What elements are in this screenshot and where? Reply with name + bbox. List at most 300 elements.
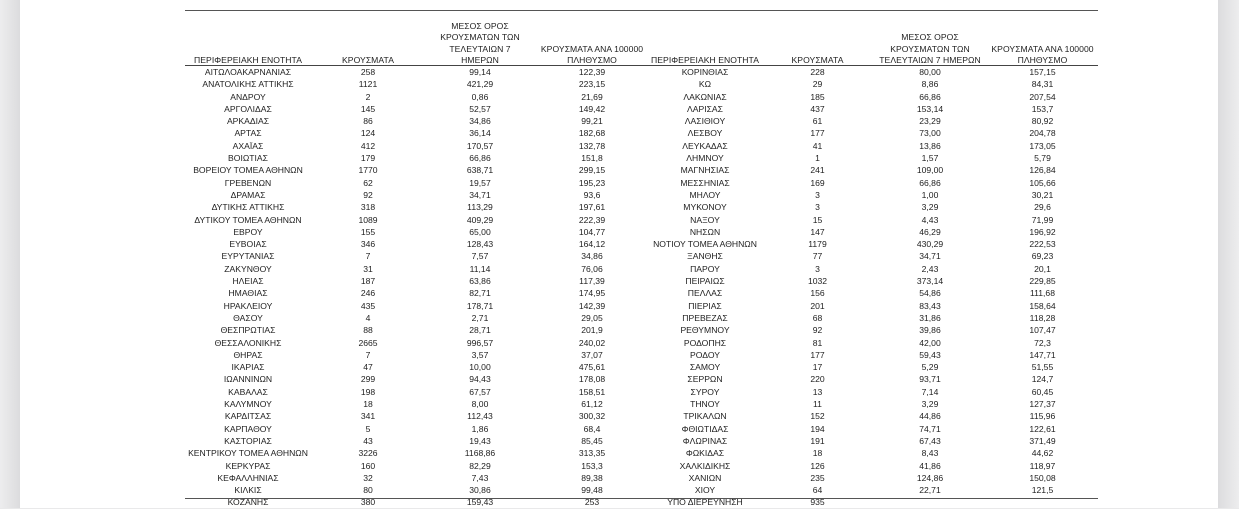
- right-region-cell: ΚΩ: [698, 79, 712, 90]
- left-cases-cell: 318: [360, 202, 376, 213]
- left-region-cell: ΚΕΡΚΥΡΑΣ: [225, 460, 271, 471]
- left-cases-cell: 18: [363, 399, 373, 410]
- right-per100k-cell: 204,78: [1029, 128, 1056, 139]
- header-avg-right: [875, 32, 985, 66]
- left-region-cell: ΚΑΛΥΜΝΟΥ: [224, 399, 272, 410]
- left-per100k-cell: 240,02: [578, 337, 606, 348]
- left-region-cell: ΚΙΛΚΙΣ: [234, 485, 262, 496]
- right-avg7d-cell: 153,14: [916, 103, 944, 114]
- left-region-cell: ΘΑΣΟΥ: [233, 312, 263, 323]
- left-per100k-cell: 34,86: [581, 251, 603, 262]
- left-avg7d-cell: 7,57: [471, 251, 489, 262]
- right-avg7d-cell: 44,86: [919, 411, 941, 422]
- right-avg7d-cell: 31,86: [919, 312, 941, 323]
- right-per100k-cell: 51,55: [1031, 362, 1054, 373]
- left-avg7d-cell: 128,43: [466, 239, 494, 250]
- right-cases-cell: 15: [812, 214, 823, 225]
- table-row: [185, 201, 1098, 213]
- right-avg7d-cell: 430,29: [916, 239, 944, 250]
- left-avg7d-cell: 63,86: [469, 276, 491, 287]
- right-per100k-cell: 153,7: [1031, 103, 1054, 114]
- right-avg7d-cell: 4,43: [921, 214, 939, 225]
- right-region-cell: ΧΑΛΚΙΔΙΚΗΣ: [679, 460, 731, 471]
- table-row: [185, 78, 1098, 90]
- table-row: [185, 152, 1098, 164]
- right-avg7d-cell: 373,14: [916, 276, 944, 287]
- left-region-cell: ΙΩΑΝΝΙΝΩΝ: [223, 374, 273, 385]
- left-cases-cell: 435: [360, 300, 376, 311]
- right-region-cell: ΞΑΝΘΗΣ: [687, 251, 723, 262]
- right-avg7d-cell: 3,29: [921, 202, 939, 213]
- right-region-cell: ΧΙΟΥ: [694, 485, 716, 496]
- header-avg-left-line3: ΤΕΛΕΥΤΑΙΩΝ 7 ΗΜΕΡΩΝ: [449, 43, 511, 65]
- right-cases-cell: 201: [810, 300, 825, 311]
- header-per100k-right-line2: ΠΛΗΘΥΣΜΟ: [1017, 54, 1068, 65]
- table-row: [185, 275, 1098, 287]
- left-region-cell: ΑΡΓΟΛΙΔΑΣ: [224, 103, 272, 114]
- right-avg7d-cell: 124,86: [916, 472, 944, 483]
- right-region-cell: ΜΥΚΟΝΟΥ: [683, 202, 727, 213]
- right-cases-cell: 235: [810, 472, 825, 483]
- left-per100k-cell: 99,21: [581, 116, 603, 127]
- right-region-cell: ΠΑΡΟΥ: [690, 263, 720, 274]
- right-cases-cell: 3: [815, 202, 820, 213]
- left-per100k-cell: 117,39: [579, 276, 605, 287]
- right-region-cell: ΠΕΛΛΑΣ: [687, 288, 723, 299]
- left-avg7d-cell: 409,29: [466, 214, 494, 225]
- right-region-cell: ΛΕΣΒΟΥ: [687, 128, 723, 139]
- right-avg7d-cell: 74,71: [919, 423, 941, 434]
- left-per100k-cell: 197,61: [578, 202, 606, 213]
- right-per100k-cell: 118,28: [1029, 312, 1056, 323]
- right-avg7d-cell: 22,71: [919, 485, 941, 496]
- left-avg7d-cell: 30,86: [469, 485, 491, 496]
- left-per100k-cell: 182,68: [578, 128, 606, 139]
- right-cases-cell: 437: [810, 103, 825, 114]
- left-region-cell: ΚΑΒΑΛΑΣ: [228, 386, 268, 397]
- left-cases-cell: 246: [360, 288, 376, 299]
- left-cases-cell: 7: [365, 349, 371, 360]
- right-per100k-cell: 122,61: [1029, 423, 1056, 434]
- right-cases-cell: 68: [812, 312, 823, 323]
- left-per100k-cell: 174,95: [578, 288, 606, 299]
- left-per100k-cell: 164,12: [578, 239, 606, 250]
- table-header: [185, 20, 1098, 66]
- right-avg7d-cell: 3,29: [921, 399, 939, 410]
- right-region-cell: ΝΗΣΩΝ: [689, 226, 721, 237]
- right-region-cell: ΜΗΛΟΥ: [689, 189, 721, 200]
- left-per100k-cell: 300,32: [578, 411, 606, 422]
- table-row: [185, 337, 1098, 349]
- left-avg7d-cell: 28,71: [469, 325, 491, 336]
- right-per100k-cell: 207,54: [1029, 91, 1056, 102]
- table-row: [185, 115, 1098, 127]
- table-row: [185, 66, 1098, 78]
- left-cases-cell: 2665: [358, 337, 378, 348]
- document-page: [20, 0, 1218, 508]
- left-avg7d-cell: 94,43: [469, 374, 491, 385]
- left-avg7d-cell: 82,71: [469, 288, 491, 299]
- right-avg7d-cell: 83,43: [919, 300, 941, 311]
- header-avg-left-line1: ΜΕΣΟΣ ΟΡΟΣ: [451, 21, 509, 32]
- right-cases-cell: 156: [810, 288, 825, 299]
- header-avg-left-line2: ΚΡΟΥΣΜΑΤΩΝ ΤΩΝ: [440, 32, 520, 43]
- left-avg7d-cell: 99,14: [469, 67, 491, 77]
- left-per100k-cell: 21,69: [581, 91, 603, 102]
- left-cases-cell: 160: [360, 460, 376, 471]
- left-avg7d-cell: 638,71: [466, 165, 494, 176]
- right-region-cell: ΛΑΣΙΘΙΟΥ: [684, 116, 726, 127]
- table-row: [185, 127, 1098, 139]
- left-region-cell: ΚΑΣΤΟΡΙΑΣ: [224, 435, 272, 446]
- left-cases-cell: 155: [360, 226, 376, 237]
- right-per100k-cell: 126,84: [1029, 165, 1056, 176]
- right-cases-cell: 13: [812, 386, 823, 397]
- table-row: [185, 484, 1098, 496]
- right-cases-cell: 169: [810, 177, 825, 188]
- left-per100k-cell: 299,15: [578, 165, 606, 176]
- right-region-cell: ΠΕΙΡΑΙΩΣ: [685, 276, 725, 287]
- page-edge-left: [0, 0, 20, 508]
- right-cases-cell: 194: [810, 423, 825, 434]
- right-avg7d-cell: 41,86: [919, 460, 941, 471]
- right-cases-cell: 191: [810, 435, 825, 446]
- table-row: [185, 91, 1098, 103]
- left-region-cell: ΗΡΑΚΛΕΙΟΥ: [223, 300, 273, 311]
- left-cases-cell: 31: [363, 263, 373, 274]
- table-row: [185, 373, 1098, 385]
- right-cases-cell: 64: [812, 485, 823, 496]
- left-avg7d-cell: 11,14: [469, 263, 491, 274]
- right-per100k-cell: 150,08: [1029, 472, 1056, 483]
- left-region-cell: ΕΒΡΟΥ: [233, 226, 263, 237]
- right-per100k-cell: 29,6: [1034, 202, 1051, 213]
- right-per100k-cell: 127,37: [1029, 399, 1056, 410]
- left-avg7d-cell: 1168,86: [464, 448, 496, 459]
- left-cases-cell: 198: [360, 386, 376, 397]
- table-body: [185, 66, 1098, 509]
- right-avg7d-cell: 66,86: [919, 177, 941, 188]
- left-region-cell: ΚΑΡΠΑΘΟΥ: [224, 423, 272, 434]
- left-cases-cell: 80: [363, 485, 373, 496]
- left-avg7d-cell: 34,71: [469, 189, 491, 200]
- left-per100k-cell: 122,39: [578, 67, 606, 77]
- header-per100k-right-line1: ΚΡΟΥΣΜΑΤΑ ΑΝΑ 100000: [991, 43, 1094, 54]
- table-row: [185, 423, 1098, 435]
- right-avg7d-cell: 34,71: [919, 251, 941, 262]
- left-region-cell: ΚΑΡΔΙΤΣΑΣ: [224, 411, 272, 422]
- left-region-cell: ΗΛΕΙΑΣ: [232, 276, 264, 287]
- right-per100k-cell: 222,53: [1029, 239, 1056, 250]
- table-row: [185, 398, 1098, 410]
- left-cases-cell: 341: [360, 411, 376, 422]
- left-per100k-cell: 153,3: [581, 460, 603, 471]
- left-avg7d-cell: 65,00: [469, 226, 491, 237]
- table-row: [185, 349, 1098, 361]
- left-avg7d-cell: 36,14: [469, 128, 491, 139]
- right-per100k-cell: 157,15: [1029, 67, 1056, 77]
- left-cases-cell: 258: [360, 67, 376, 77]
- right-region-cell: ΡΟΔΟΥ: [690, 349, 720, 360]
- right-per100k-cell: 118,97: [1029, 460, 1056, 471]
- right-per100k-cell: 124,7: [1031, 374, 1054, 385]
- right-per100k-cell: 107,47: [1029, 325, 1056, 336]
- table-row: [185, 140, 1098, 152]
- left-cases-cell: 1770: [358, 165, 378, 176]
- right-per100k-cell: 196,92: [1029, 226, 1056, 237]
- right-per100k-cell: 60,45: [1031, 386, 1054, 397]
- right-region-cell: ΣΥΡΟΥ: [690, 386, 720, 397]
- header-avg-right-line1: ΜΕΣΟΣ ΟΡΟΣ: [901, 32, 959, 43]
- left-per100k-cell: 61,12: [581, 399, 603, 410]
- left-avg7d-cell: 3,57: [471, 349, 489, 360]
- right-region-cell: ΜΕΣΣΗΝΙΑΣ: [680, 177, 730, 188]
- left-per100k-cell: 68,4: [583, 423, 601, 434]
- right-region-cell: ΛΕΥΚΑΔΑΣ: [682, 140, 728, 151]
- right-region-cell: ΠΙΕΡΙΑΣ: [688, 300, 722, 311]
- left-cases-cell: 43: [363, 435, 373, 446]
- left-cases-cell: 86: [363, 116, 373, 127]
- right-cases-cell: 17: [812, 362, 823, 373]
- right-per100k-cell: 105,66: [1029, 177, 1056, 188]
- right-cases-cell: 3: [815, 263, 820, 274]
- left-region-cell: ΒΟΙΩΤΙΑΣ: [228, 153, 268, 164]
- table-row: [185, 263, 1098, 275]
- right-per100k-cell: 173,05: [1029, 140, 1056, 151]
- left-per100k-cell: 149,42: [578, 103, 606, 114]
- left-per100k-cell: 93,6: [583, 189, 601, 200]
- left-per100k-cell: 313,35: [578, 448, 606, 459]
- right-region-cell: ΦΩΚΙΔΑΣ: [685, 448, 725, 459]
- left-region-cell: ΑΡΤΑΣ: [234, 128, 262, 139]
- right-region-cell: ΛΑΡΙΣΑΣ: [687, 103, 723, 114]
- left-avg7d-cell: 1,86: [471, 423, 489, 434]
- left-per100k-cell: 89,38: [581, 472, 603, 483]
- left-cases-cell: 47: [363, 362, 373, 373]
- left-cases-cell: 145: [360, 103, 376, 114]
- right-avg7d-cell: 13,86: [919, 140, 941, 151]
- left-avg7d-cell: 178,71: [466, 300, 494, 311]
- table-row: [185, 103, 1098, 115]
- left-per100k-cell: 99,48: [581, 485, 603, 496]
- left-cases-cell: 124: [360, 128, 376, 139]
- header-avg-left: [430, 21, 530, 66]
- right-per100k-cell: 84,31: [1031, 79, 1054, 90]
- right-region-cell: ΧΑΝΙΩΝ: [688, 472, 722, 483]
- left-per100k-cell: 195,23: [578, 177, 606, 188]
- left-avg7d-cell: 52,57: [469, 103, 491, 114]
- table-row: [185, 386, 1098, 398]
- right-region-cell: ΜΑΓΝΗΣΙΑΣ: [680, 165, 730, 176]
- left-avg7d-cell: 67,57: [469, 386, 491, 397]
- left-region-cell: ΔΥΤΙΚΗΣ ΑΤΤΙΚΗΣ: [211, 202, 285, 213]
- right-per100k-cell: 5,79: [1034, 153, 1051, 164]
- left-per100k-cell: 76,06: [581, 263, 603, 274]
- table-row: [185, 287, 1098, 299]
- right-region-cell: ΤΗΝΟΥ: [690, 399, 720, 410]
- page-edge-right: [1218, 0, 1239, 508]
- left-avg7d-cell: 112,43: [467, 411, 493, 422]
- left-avg7d-cell: 66,86: [469, 153, 491, 164]
- left-region-cell: ΘΕΣΣΑΛΟΝΙΚΗΣ: [214, 337, 282, 348]
- left-cases-cell: 346: [360, 239, 376, 250]
- left-region-cell: ΑΧΑΪΑΣ: [232, 140, 264, 151]
- right-region-cell: ΦΛΩΡΙΝΑΣ: [682, 435, 728, 446]
- left-per100k-cell: 85,45: [581, 435, 603, 446]
- table-row: [185, 214, 1098, 226]
- left-region-cell: ΔΡΑΜΑΣ: [230, 189, 266, 200]
- right-avg7d-cell: 8,43: [921, 448, 939, 459]
- table-bottom-rule: [185, 498, 1098, 499]
- left-region-cell: ΙΚΑΡΙΑΣ: [231, 362, 265, 373]
- table-row: [185, 300, 1098, 312]
- right-avg7d-cell: 46,29: [919, 226, 941, 237]
- right-region-cell: ΡΕΘΥΜΝΟΥ: [680, 325, 730, 336]
- left-per100k-cell: 158,51: [578, 386, 606, 397]
- right-avg7d-cell: 1,00: [921, 189, 939, 200]
- right-region-cell: ΛΑΚΩΝΙΑΣ: [683, 91, 727, 102]
- header-region-left: ΠΕΡΙΦΕΡΕΙΑΚΗ ΕΝΟΤΗΤΑ: [194, 54, 302, 65]
- table-row: [185, 189, 1098, 201]
- right-region-cell: ΝΟΤΙΟΥ ΤΟΜΕΑ ΑΘΗΝΩΝ: [653, 239, 757, 250]
- table-row: [185, 447, 1098, 459]
- left-cases-cell: 1089: [358, 214, 378, 225]
- table-top-rule: [185, 10, 1098, 11]
- left-avg7d-cell: 82,29: [469, 460, 491, 471]
- left-avg7d-cell: 996,57: [466, 337, 494, 348]
- left-avg7d-cell: 0,86: [471, 91, 489, 102]
- right-avg7d-cell: 5,29: [921, 362, 939, 373]
- left-per100k-cell: 178,08: [578, 374, 606, 385]
- left-region-cell: ΑΝΑΤΟΛΙΚΗΣ ΑΤΤΙΚΗΣ: [202, 79, 294, 90]
- header-cases-right: ΚΡΟΥΣΜΑΤΑ: [791, 54, 844, 65]
- right-region-cell: ΡΟΔΟΠΗΣ: [683, 337, 727, 348]
- right-per100k-cell: 20,1: [1034, 263, 1051, 274]
- left-avg7d-cell: 170,57: [466, 140, 494, 151]
- left-region-cell: ΘΕΣΠΡΩΤΙΑΣ: [220, 325, 276, 336]
- table-row: [185, 250, 1098, 262]
- right-avg7d-cell: 1,57: [921, 153, 939, 164]
- left-region-cell: ΑΝΔΡΟΥ: [230, 91, 266, 102]
- table-row: [185, 435, 1098, 447]
- right-cases-cell: 61: [812, 116, 823, 127]
- left-cases-cell: 412: [360, 140, 376, 151]
- left-cases-cell: 88: [363, 325, 373, 336]
- right-region-cell: ΝΑΞΟΥ: [690, 214, 720, 225]
- right-cases-cell: 18: [812, 448, 823, 459]
- left-per100k-cell: 222,39: [578, 214, 606, 225]
- left-per100k-cell: 142,39: [578, 300, 606, 311]
- right-cases-cell: 1: [815, 153, 820, 164]
- right-avg7d-cell: 59,43: [919, 349, 941, 360]
- left-avg7d-cell: 113,29: [467, 202, 493, 213]
- left-cases-cell: 5: [365, 423, 371, 434]
- left-region-cell: ΑΙΤΩΛΟΑΚΑΡΝΑΝΙΑΣ: [204, 67, 292, 77]
- right-avg7d-cell: 7,14: [921, 386, 939, 397]
- left-region-cell: ΚΟΖΑΝΗΣ: [227, 497, 269, 508]
- right-region-cell: ΣΑΜΟΥ: [689, 362, 721, 373]
- right-cases-cell: 185: [810, 91, 825, 102]
- left-region-cell: ΚΕΝΤΡΙΚΟΥ ΤΟΜΕΑ ΑΘΗΝΩΝ: [188, 448, 308, 459]
- right-per100k-cell: 229,85: [1029, 276, 1056, 287]
- right-cases-cell: 228: [810, 67, 825, 77]
- left-per100k-cell: 132,78: [578, 140, 606, 151]
- left-per100k-cell: 201,9: [581, 325, 603, 336]
- right-cases-cell: 152: [810, 411, 825, 422]
- right-cases-cell: 3: [815, 189, 820, 200]
- right-per100k-cell: 80,92: [1031, 116, 1054, 127]
- header-per100k-left-line2: ΠΛΗΘΥΣΜΟ: [567, 54, 617, 65]
- right-cases-cell: 126: [810, 460, 825, 471]
- left-cases-cell: 32: [363, 472, 373, 483]
- right-cases-cell: 241: [810, 165, 825, 176]
- left-cases-cell: 92: [363, 189, 373, 200]
- left-region-cell: ΕΥΒΟΙΑΣ: [229, 239, 267, 250]
- right-cases-cell: 220: [810, 374, 825, 385]
- left-cases-cell: 179: [360, 153, 376, 164]
- right-region-cell: ΛΗΜΝΟΥ: [686, 153, 724, 164]
- right-cases-cell: 1032: [807, 276, 828, 287]
- right-region-cell: ΣΕΡΡΩΝ: [687, 374, 723, 385]
- left-cases-cell: 2: [365, 91, 371, 102]
- table-row: [185, 410, 1098, 422]
- left-region-cell: ΓΡΕΒΕΝΩΝ: [224, 177, 272, 188]
- right-cases-cell: 77: [812, 251, 823, 262]
- right-per100k-cell: 69,23: [1031, 251, 1054, 262]
- left-per100k-cell: 104,77: [578, 226, 606, 237]
- left-cases-cell: 3226: [358, 448, 378, 459]
- left-avg7d-cell: 159,43: [466, 497, 494, 508]
- table-row: [185, 361, 1098, 373]
- right-per100k-cell: 111,68: [1029, 288, 1055, 299]
- table-row: [185, 164, 1098, 176]
- header-cases-left: ΚΡΟΥΣΜΑΤΑ: [342, 54, 394, 65]
- right-region-cell: ΤΡΙΚΑΛΩΝ: [683, 411, 727, 422]
- left-region-cell: ΘΗΡΑΣ: [233, 349, 263, 360]
- table-row: [185, 238, 1098, 250]
- right-avg7d-cell: 93,71: [919, 374, 941, 385]
- left-cases-cell: 187: [360, 276, 376, 287]
- table-row: [185, 472, 1098, 484]
- left-region-cell: ΔΥΤΙΚΟΥ ΤΟΜΕΑ ΑΘΗΝΩΝ: [194, 214, 302, 225]
- left-avg7d-cell: 7,43: [471, 472, 489, 483]
- table-row: [185, 226, 1098, 238]
- right-cases-cell: 177: [810, 128, 825, 139]
- left-per100k-cell: 37,07: [581, 349, 603, 360]
- left-per100k-cell: 29,05: [581, 312, 603, 323]
- table-row: [185, 177, 1098, 189]
- table-row: [185, 312, 1098, 324]
- left-cases-cell: 62: [363, 177, 373, 188]
- right-region-cell: ΦΘΙΩΤΙΔΑΣ: [681, 423, 729, 434]
- left-cases-cell: 7: [365, 251, 371, 262]
- left-per100k-cell: 223,15: [578, 79, 606, 90]
- left-avg7d-cell: 19,57: [469, 177, 491, 188]
- left-avg7d-cell: 8,00: [471, 399, 489, 410]
- left-cases-cell: 299: [360, 374, 376, 385]
- left-avg7d-cell: 421,29: [466, 79, 494, 90]
- right-cases-cell: 177: [810, 349, 825, 360]
- right-cases-cell: 11: [813, 399, 822, 410]
- right-avg7d-cell: 39,86: [919, 325, 941, 336]
- left-per100k-cell: 151,8: [581, 153, 603, 164]
- right-avg7d-cell: 66,86: [919, 91, 941, 102]
- header-per100k-left: [537, 44, 647, 66]
- right-per100k-cell: 158,64: [1029, 300, 1056, 311]
- right-avg7d-cell: 109,00: [916, 165, 944, 176]
- right-per100k-cell: 147,71: [1029, 349, 1056, 360]
- right-cases-cell: 29: [812, 79, 823, 90]
